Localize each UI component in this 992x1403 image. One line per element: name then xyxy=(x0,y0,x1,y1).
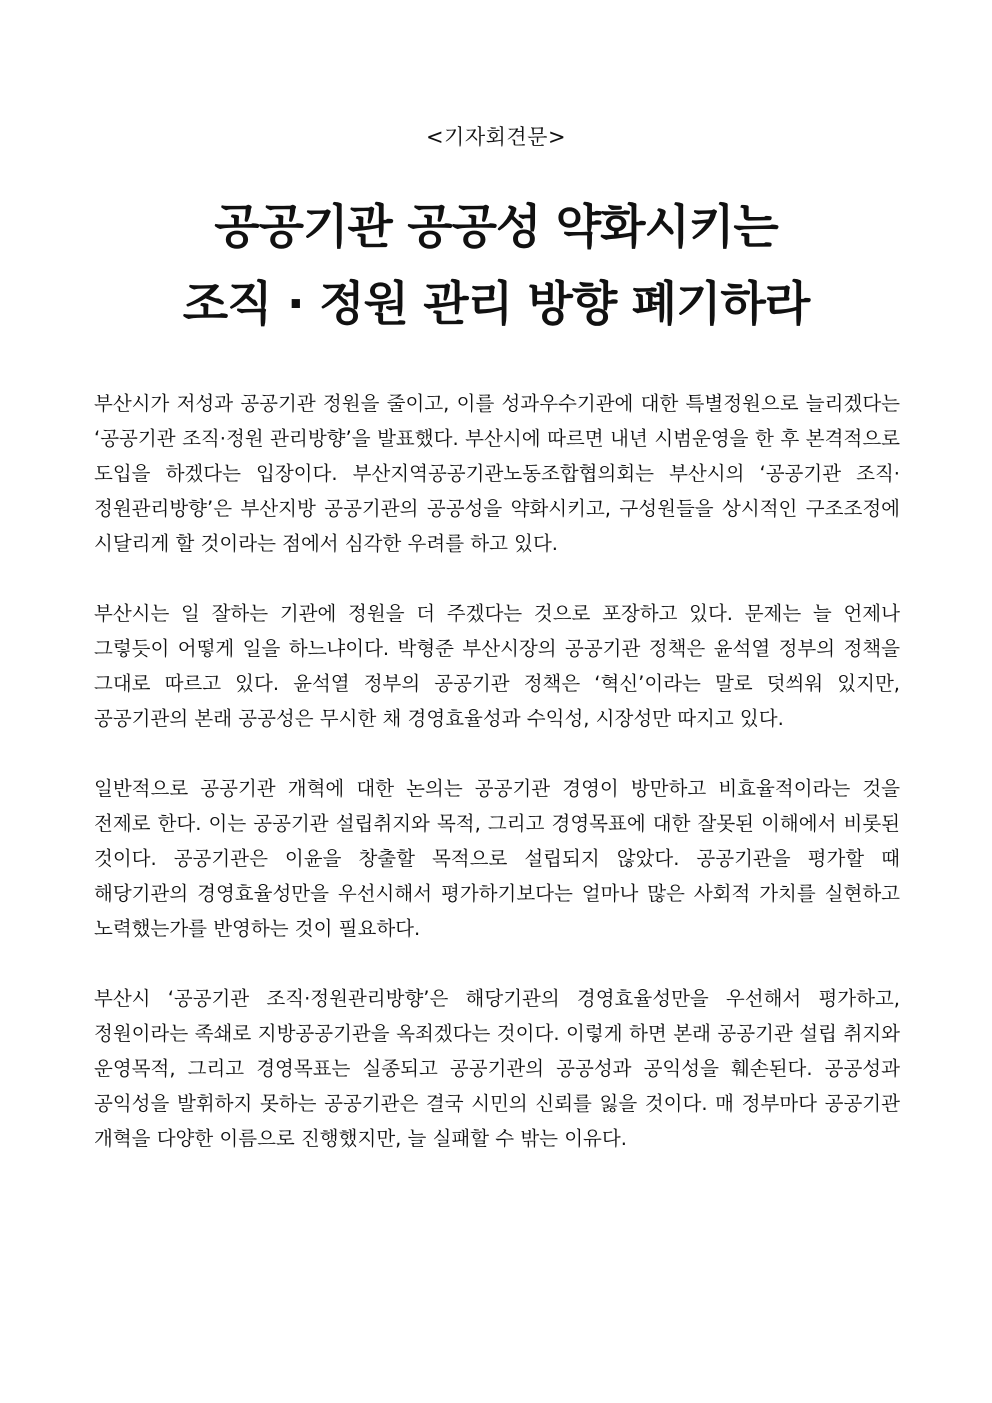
paragraph-1: 부산시가 저성과 공공기관 정원을 줄이고, 이를 성과우수기관에 대한 특별정원으로 늘리겠다는 ‘공공기관 조직·정원 관리방향’을 발표했다. 부산시에 따르면 내년 시범운영을 한 후 본격적으로 도입을 하겠다는 입장이다. 부산지역공공기관노동조합협의회는 부산시의 ‘공공기관 조직·정원관리방향’은 부산지방 공공기관의 공공성을 약화시키고, 구성원들을 상시적인 구조조정에 시달리게 할 것이라는 점에서 심각한 우려를 하고 있다. xyxy=(94,392,900,555)
body-text xyxy=(94,386,900,1191)
title-line-1: 공공기관 공공성 약화시키는 xyxy=(214,200,778,255)
title-line-2: 조직 · 정원 관리 방향 폐기하라 xyxy=(182,277,810,332)
paragraph-3: 일반적으로 공공기관 개혁에 대한 논의는 공공기관 경영이 방만하고 비효율적이라는 것을 전제로 한다. 이는 공공기관 설립취지와 목적, 그리고 경영목표에 대한 잘못된 이해에서 비롯된 것이다. 공공기관은 이윤을 창출할 목적으로 설립되지 않았다. 공공기관을 평가할 때 해당기관의 경영효율성만을 우선시해서 평가하기보다는 얼마나 많은 사회적 가치를 실현하고 노력했는가를 반영하는 것이 필요하다. xyxy=(94,777,900,940)
paragraph-4: 부산시 ‘공공기관 조직·정원관리방향’은 해당기관의 경영효율성만을 우선해서 평가하고, 정원이라는 족쇄로 지방공공기관을 옥죄겠다는 것이다. 이렇게 하면 본래 공공기관 설립 취지와 운영목적, 그리고 경영목표는 실종되고 공공기관의 공공성과 공익성을 훼손된다. 공공성과 공익성을 발휘하지 못하는 공공기관은 결국 시민의 신뢰를 잃을 것이다. 매 정부마다 공공기관 개혁을 다양한 이름으로 진행했지만, 늘 실패할 수 밖는 이유다. xyxy=(94,987,900,1150)
press-conference-label: <기자회견문> xyxy=(425,125,567,149)
paragraph-2: 부산시는 일 잘하는 기관에 정원을 더 주겠다는 것으로 포장하고 있다. 문제는 늘 언제나 그렇듯이 어떻게 일을 하느냐이다. 박형준 부산시장의 공공기관 정책은 윤석열 정부의 정책을 그대로 따르고 있다. 윤석열 정부의 공공기관 정책은 ‘혁신’이라는 말로 덧씌워 있지만, 공공기관의 본래 공공성은 무시한 채 경영효율성과 수익성, 시장성만 따지고 있다. xyxy=(94,602,900,730)
